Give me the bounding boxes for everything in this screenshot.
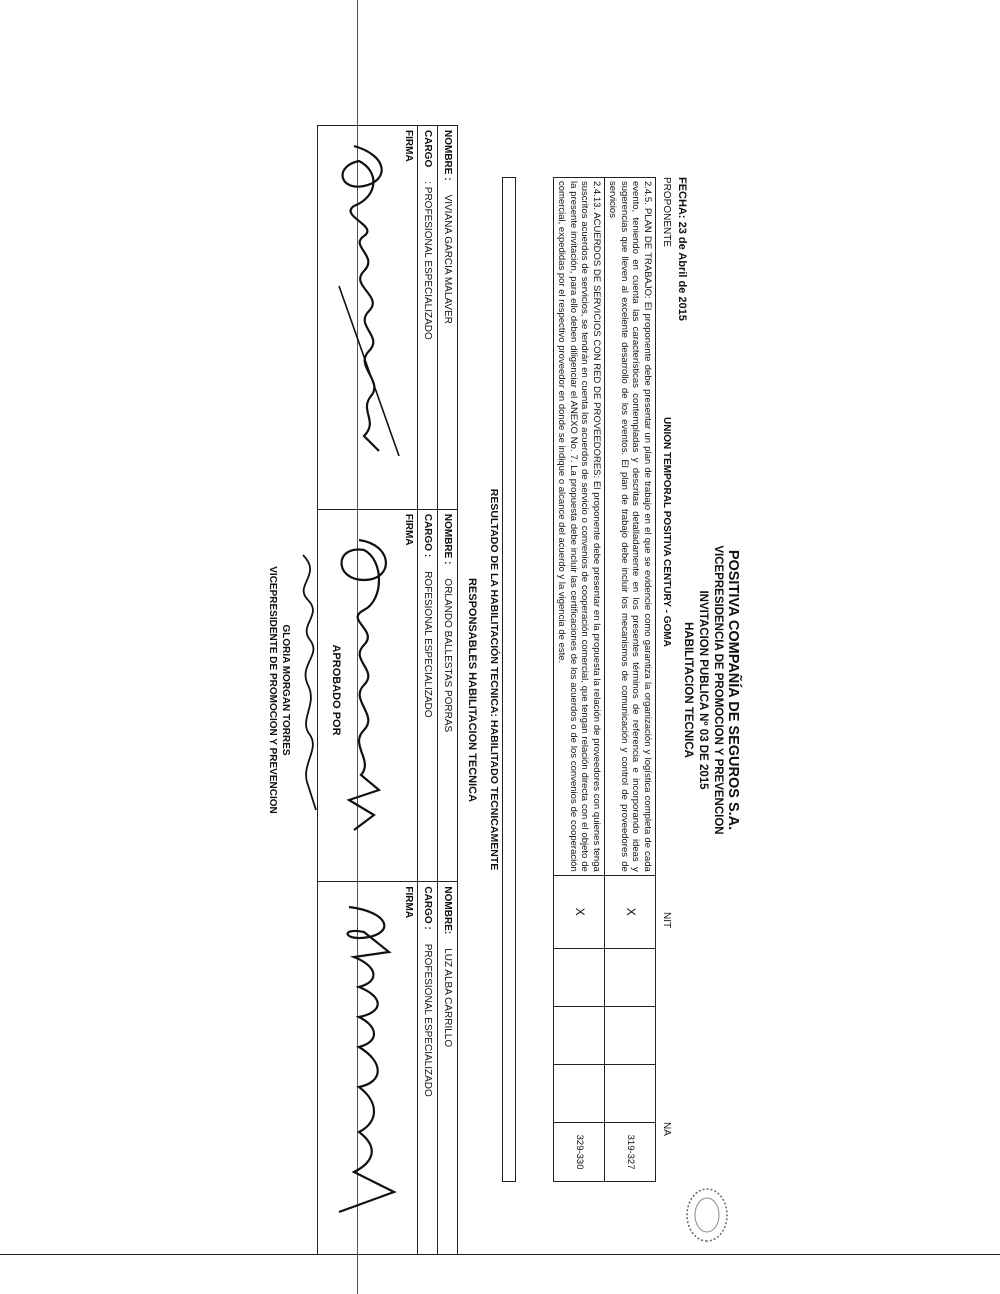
approver-title: VICEPRESIDENTE DE PROMOCION Y PREVENCION	[267, 566, 278, 814]
name-value: VIVIANA GARCIA MALAVER	[442, 194, 453, 324]
signer-1-cargo	[418, 126, 438, 510]
requirements-table	[553, 177, 656, 1182]
name-row	[438, 126, 458, 1255]
signer-2-cargo	[418, 509, 438, 882]
compliance-mark: X	[605, 875, 656, 948]
empty-cell	[554, 1064, 605, 1122]
nit-label: NIT	[661, 912, 672, 929]
cargo-label: CARGO	[422, 130, 433, 168]
cargo-label: CARGO :	[422, 513, 433, 558]
cargo-label: CARGO :	[422, 886, 433, 930]
invitation-title: INVITACION PUBLICA Nº 03 DE 2015	[697, 590, 709, 790]
date-line: FECHA: 23 de Abril de 2015	[676, 177, 688, 321]
firma-label: FIRMA	[403, 886, 414, 919]
approver-signature	[288, 545, 328, 825]
document-header	[680, 125, 740, 1255]
responsables-title: RESPONSABLES HABILITACION TECNICA	[466, 577, 478, 803]
signer-1-name	[438, 126, 458, 510]
name-label: NOMBRE:	[442, 886, 453, 935]
name-value: ORLANDO BALLESTAS PORRAS	[442, 578, 453, 733]
na-label: NA	[661, 1122, 672, 1136]
name-label: NOMBRE :	[442, 513, 453, 565]
cargo-value: ROFESIONAL ESPECIALIZADO	[422, 571, 433, 718]
vicepresidency-title: VICEPRESIDENCIA DE PROMOCION Y PREVENCION	[712, 545, 724, 835]
rotated-document	[260, 125, 740, 1255]
empty-cell	[554, 1006, 605, 1064]
habilitation-result: RESULTADO DE LA HABILITACIÓN TECNICA: HABILITADO TECNICAMENTE	[488, 488, 500, 871]
company-name: POSITIVA COMPAÑÍA DE SEGUROS S.A.	[725, 549, 741, 831]
approver-name: GLORIA MORGAN TORRES	[280, 624, 291, 756]
blank-row	[502, 177, 516, 1182]
cargo-value: : PROFESIONAL ESPECIALIZADO	[422, 181, 433, 340]
signer-3-name	[438, 882, 458, 1255]
cargo-row	[418, 126, 438, 1255]
empty-cell	[605, 1006, 656, 1064]
empty-cell	[605, 1064, 656, 1122]
approver-block	[266, 125, 292, 1255]
proponent-row	[658, 177, 672, 1182]
approved-by-label: APROBADO POR	[330, 644, 342, 736]
firma-label: FIRMA	[403, 513, 414, 546]
proponent-label: PROPONENTE	[661, 177, 672, 248]
signer-3-cargo	[418, 882, 438, 1255]
page-range: 319-327	[605, 1123, 656, 1182]
cargo-value: PROFESIONAL ESPECIALIZADO	[422, 943, 433, 1097]
proponent-value: UNION TEMPORAL POSITIVA CENTURY - GOMA	[661, 417, 672, 647]
name-value: LUZ ALBA CARRILLO	[442, 948, 453, 1048]
requirement-text: 2.4.13. ACUERDOS DE SERVICIOS CON RED DE PROVEEDORES: El proponente debe presentar en la propuesta la relación de proveedores con quienes tenga suscritos acuerdos de servicios, se tendrán en cuenta los acuerdos de servicio o convenios de cooperación comercial, que tengan relación directa con el objeto de la presente invitación, para ello deben diligenciar el ANEXO No. 7. La propuesta debe incluir las certificaciones de los acuerdos o de los convenios de cooperación comercial, expedidas por el respectivo proveedor en donde se indique o alcance del acuerdo y la vigencia de este.	[554, 178, 605, 876]
requirement-text: 2.4.5. PLAN DE TRABAJO: El proponente debe presentar un plan de trabajo en el que se evidencie como garantiza la organización y logística completa de cada evento, teniendo en cuenta las características contempladas y descritas detalladamente en los presentes términos de referencia e incorporando ideas y sugerencias que lleven al excelente desarrollo de los eventos. El plan de trabajo debe incluir los mecanismos de comunicación y control de proveedores de servicios	[605, 178, 656, 876]
empty-cell	[605, 948, 656, 1006]
empty-cell	[554, 948, 605, 1006]
table-row	[554, 178, 605, 1182]
table-row	[605, 178, 656, 1182]
firma-label: FIRMA	[403, 130, 414, 162]
signer-2-name	[438, 509, 458, 882]
compliance-mark: X	[554, 875, 605, 948]
section-title: HABILITACION TECNICA	[682, 622, 694, 758]
page-range: 329-330	[554, 1123, 605, 1182]
name-label: NOMBRE :	[442, 130, 453, 181]
